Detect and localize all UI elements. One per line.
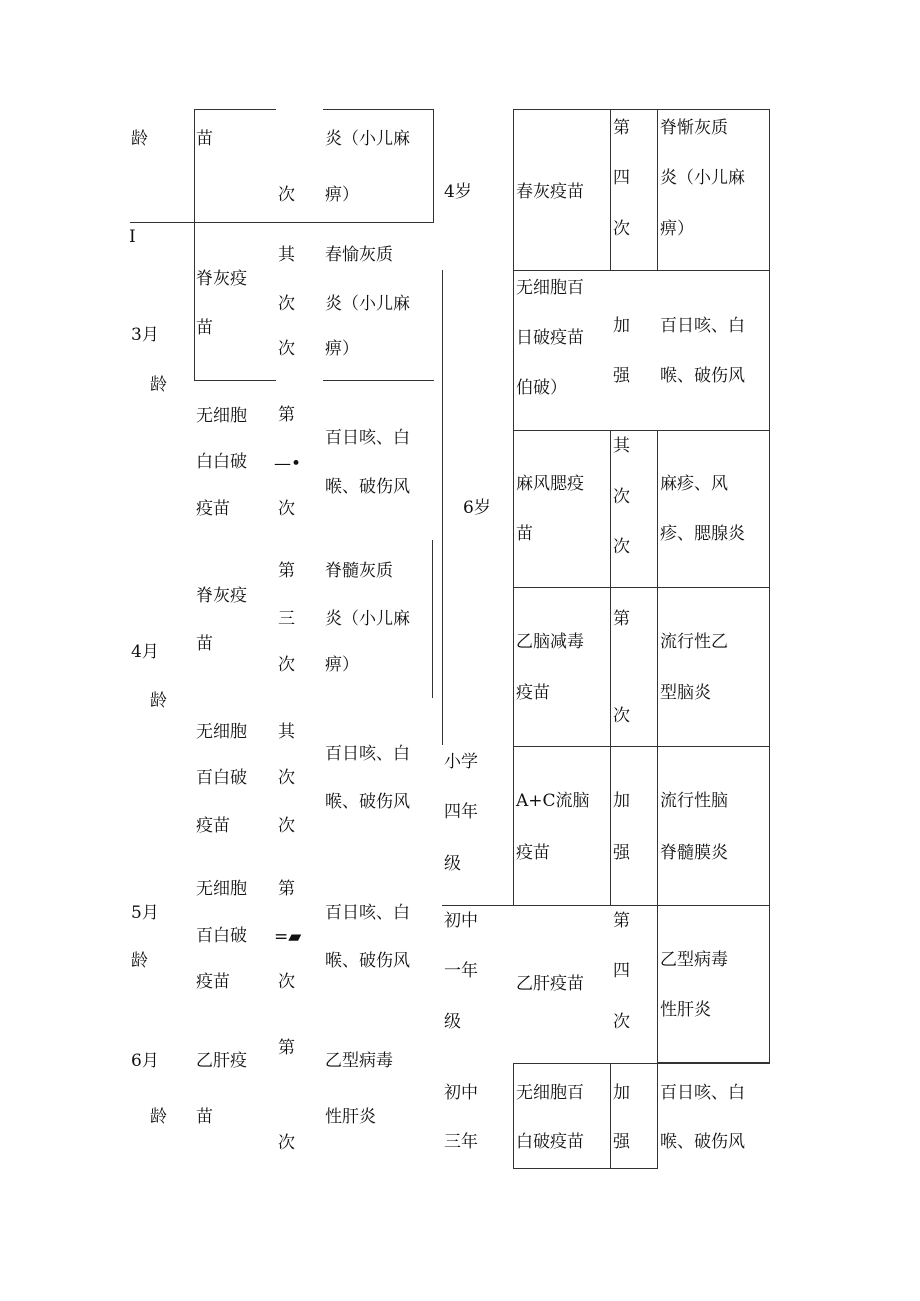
disease-cell: 喉、破伤风: [325, 792, 410, 812]
disease-cell: 脊髓膜炎: [660, 843, 728, 863]
disease-cell: 性肝炎: [660, 1000, 711, 1020]
age-3-month-ling: 龄: [150, 375, 167, 395]
dose-cell: 次: [613, 219, 630, 239]
vaccine-cell: 乙脑减毒: [516, 632, 584, 652]
vaccine-cell: 苗: [196, 318, 213, 338]
rule-junior3-bottom: [513, 1168, 658, 1169]
vaccine-cell: 疫苗: [196, 499, 230, 519]
vaccine-cell: 白破疫苗: [516, 1132, 584, 1152]
disease-cell: 喉、破伤风: [660, 1132, 745, 1152]
rule-right-sep: [610, 746, 611, 906]
dose-cell: 第: [278, 561, 295, 581]
rule-left-v1: [194, 109, 195, 222]
vaccine-cell: 伯破）: [516, 378, 567, 398]
dose-cell: 其: [278, 245, 295, 265]
vaccine-cell: 苗: [196, 634, 213, 654]
dose-cell: 第: [613, 118, 630, 138]
disease-cell: 炎（小儿麻: [325, 609, 410, 629]
age-ling-top: 龄: [131, 129, 148, 149]
dose-cell: 次: [278, 339, 295, 359]
disease-cell: 百日咳、白: [660, 1083, 745, 1103]
rule-right-sep: [513, 1063, 514, 1169]
age-4-month: 4月: [131, 642, 159, 662]
right-row-box: [513, 746, 770, 906]
vaccine-cell: 疫苗: [516, 843, 550, 863]
disease-cell: 乙型病毒: [325, 1051, 393, 1071]
disease-cell: 百日咳、白: [660, 316, 745, 336]
rule-row1-bottom: [130, 222, 434, 223]
vaccine-cell: 无细胞: [196, 406, 247, 426]
age-4-month-ling: 龄: [150, 691, 167, 711]
rule-right-sep: [657, 430, 658, 588]
dose-cell: 次: [278, 185, 295, 205]
disease-cell: 百日咳、白: [325, 744, 410, 764]
grade-junior-1: 级: [444, 1012, 461, 1032]
vaccine-cell: 苗: [516, 524, 533, 544]
dose-cell: 次: [613, 1012, 630, 1032]
dose-cell: 第: [278, 879, 295, 899]
dose-cell: 次: [278, 294, 295, 314]
age-6-year: 6岁: [463, 498, 491, 518]
vaccine-cell: 春灰疫苗: [516, 182, 584, 202]
age-5-month-ling: 龄: [131, 951, 148, 971]
dose-cell: 次: [278, 499, 295, 519]
rule-right-sep: [610, 1063, 611, 1169]
disease-cell: 喉、破伤风: [325, 951, 410, 971]
dose-cell: 次: [278, 816, 295, 836]
rule-right-sep: [657, 587, 658, 747]
rule-left-v2: [433, 109, 434, 222]
rule-right-sep: [657, 905, 658, 1063]
grade-primary-4: 小学: [444, 752, 478, 772]
grade-primary-4: 四年: [444, 802, 478, 822]
right-row-box: [513, 587, 770, 747]
vaccine-cell: 苗: [196, 129, 213, 149]
rule-left-v3: [194, 222, 195, 380]
vaccine-cell: 无细胞百: [516, 1083, 584, 1103]
grade-primary-4: 级: [444, 854, 461, 874]
disease-cell: 型脑炎: [660, 683, 711, 703]
age-5-month: 5月: [131, 903, 159, 923]
grade-junior-1: 一年: [444, 961, 478, 981]
disease-cell: 性肝炎: [325, 1107, 376, 1127]
rule-right-edge: [769, 905, 770, 1063]
disease-cell: 炎（小儿麻: [325, 129, 410, 149]
dose-cell: 第: [278, 405, 295, 425]
rule-row2-bottom-a: [194, 380, 276, 381]
disease-cell: 喉、破伤风: [325, 477, 410, 497]
rule-right-sep: [610, 430, 611, 588]
dose-cell: 其: [613, 436, 630, 456]
vaccine-cell: 乙肝疫: [196, 1051, 247, 1071]
disease-cell: 炎（小儿麻: [325, 294, 410, 314]
rule-right-sep: [610, 587, 611, 747]
rule-left-v4: [432, 540, 433, 698]
dose-cell: 三: [278, 609, 295, 629]
dose-cell: 强: [613, 366, 630, 386]
disease-cell: 脊髓灰质: [325, 561, 393, 581]
dose-cell: 次: [278, 655, 295, 675]
dose-cell: 其: [278, 722, 295, 742]
grade-junior-1: 初中: [444, 911, 478, 931]
disease-cell: 流行性脑: [660, 791, 728, 811]
rule-mid-v1: [442, 270, 443, 745]
vaccine-cell: 百白破: [196, 926, 247, 946]
disease-cell: 百日咳、白: [325, 428, 410, 448]
disease-cell: 百日咳、白: [325, 903, 410, 923]
disease-cell: 痹）: [660, 219, 694, 239]
dose-cell: 第: [613, 911, 630, 931]
dose-cell: 次: [278, 768, 295, 788]
vaccine-cell: 疫苗: [196, 816, 230, 836]
dose-cell: 强: [613, 843, 630, 863]
vaccine-cell: 百白破: [196, 768, 247, 788]
dose-cell: 次: [278, 972, 295, 992]
grade-junior-3: 初中: [444, 1083, 478, 1103]
rule-right-sep: [657, 109, 658, 271]
grade-junior-3: 三年: [444, 1132, 478, 1152]
vaccine-cell: 脊灰疫: [196, 586, 247, 606]
dose-cell: 强: [613, 1132, 630, 1152]
disease-cell: 喉、破伤风: [660, 366, 745, 386]
dose-cell: 四: [613, 168, 630, 188]
age-6-month-ling: 龄: [150, 1107, 167, 1127]
rule-right-sep: [657, 746, 658, 906]
vaccine-cell: A+C流脑: [516, 791, 590, 811]
dose-cell: 次: [613, 487, 630, 507]
age-6-month: 6月: [131, 1051, 159, 1071]
disease-cell: 炎（小儿麻: [660, 168, 745, 188]
vaccine-cell: 疫苗: [516, 683, 550, 703]
dose-cell: 加: [613, 1083, 630, 1103]
vaccine-cell: 乙肝疫苗: [516, 974, 584, 994]
dose-cell: 第: [278, 1038, 295, 1058]
vaccine-cell: 无细胞百: [516, 278, 584, 298]
vaccine-cell: 苗: [196, 1107, 213, 1127]
disease-cell: 春愉灰质: [325, 245, 393, 265]
dose-cell: 加: [613, 316, 630, 336]
dose-cell: 次: [278, 1133, 295, 1153]
disease-cell: 疹、腮腺炎: [660, 524, 745, 544]
vaccine-cell: 疫苗: [196, 972, 230, 992]
rule-junior3-top: [513, 1063, 770, 1064]
vaccine-cell: 无细胞: [196, 879, 247, 899]
disease-cell: 痹）: [325, 185, 359, 205]
rule-right-sep: [610, 109, 611, 271]
disease-cell: 脊惭灰质: [660, 118, 728, 138]
rule-top-disease: [323, 109, 434, 110]
vaccine-cell: 脊灰疫: [196, 269, 247, 289]
age-marker-i: I: [129, 227, 136, 247]
vaccine-cell: 无细胞: [196, 722, 247, 742]
rule-row2-bottom-b: [323, 380, 434, 381]
age-3-month: 3月: [131, 325, 159, 345]
dose-cell: —•: [274, 454, 302, 474]
dose-cell: 次: [613, 537, 630, 557]
disease-cell: 麻疹、风: [660, 474, 728, 494]
disease-cell: 痹）: [325, 655, 359, 675]
vaccine-cell: 白白破: [196, 452, 247, 472]
age-4-year: 4岁: [444, 182, 472, 202]
dose-cell: 第: [613, 609, 630, 629]
rule-junior1-top: [442, 905, 770, 906]
rule-right-sep: [657, 1063, 658, 1169]
disease-cell: 流行性乙: [660, 632, 728, 652]
disease-cell: 痹）: [325, 339, 359, 359]
rule-top-vaccine: [194, 109, 276, 110]
dose-cell: 四: [613, 961, 630, 981]
dose-cell: 次: [613, 706, 630, 726]
vaccine-cell: 麻风腮疫: [516, 474, 584, 494]
dose-cell: =▰: [274, 927, 302, 947]
vaccine-cell: 日破疫苗: [516, 328, 584, 348]
disease-cell: 乙型病毒: [660, 950, 728, 970]
right-row-box: [513, 430, 770, 588]
dose-cell: 加: [613, 791, 630, 811]
